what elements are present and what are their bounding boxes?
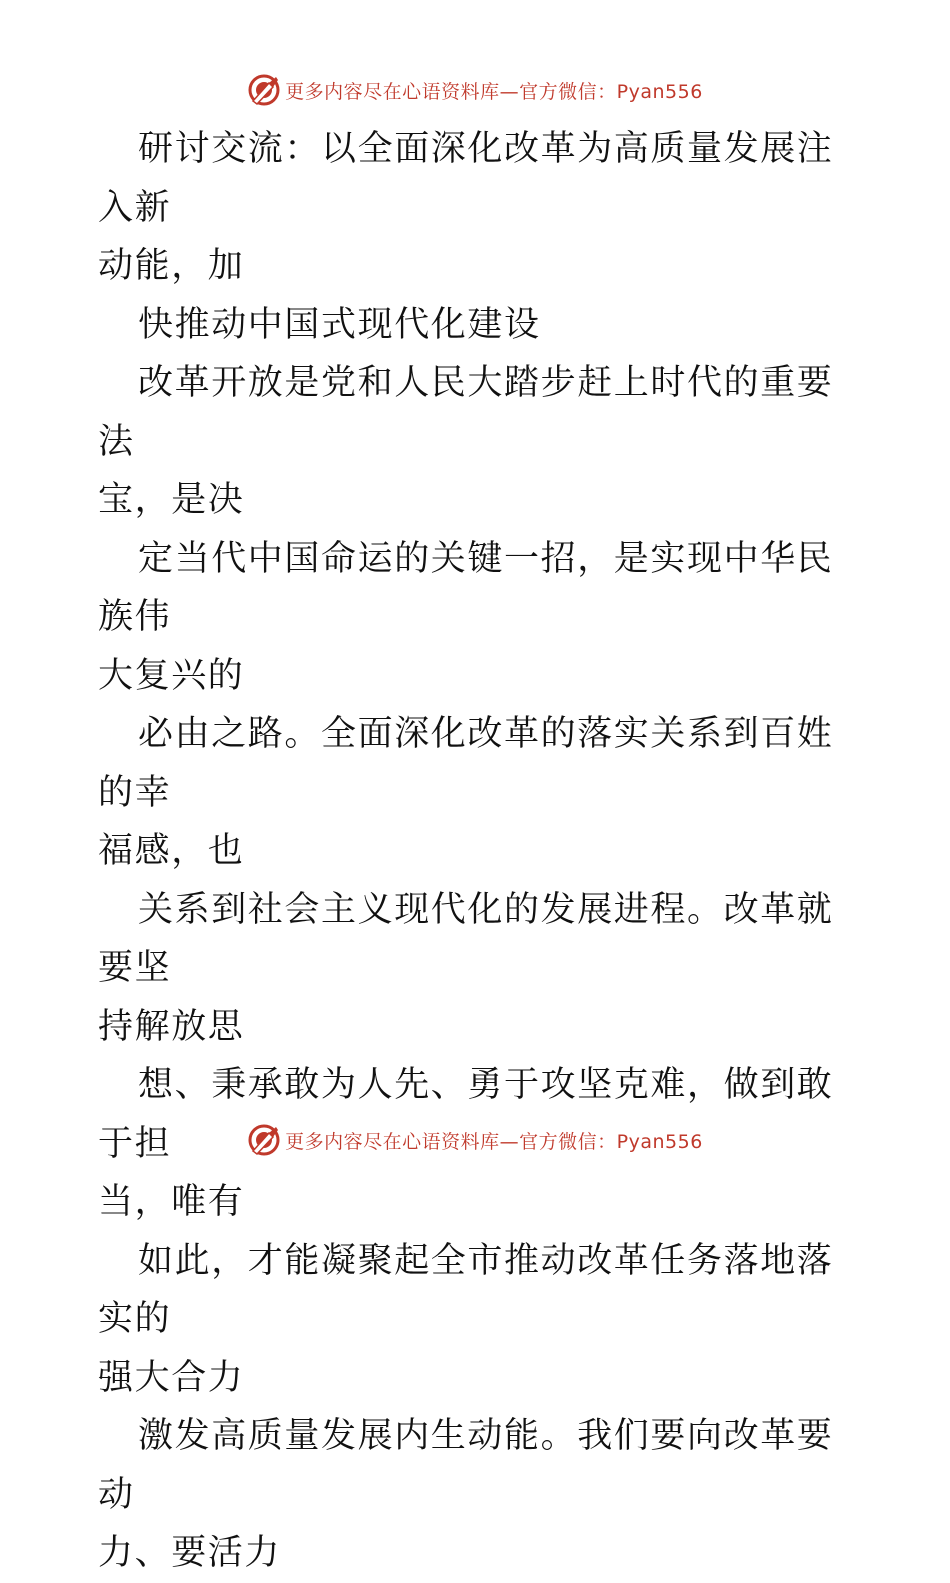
body-line-text: 快推动中国式现代化建设: [138, 304, 541, 345]
body-line: [98, 881, 858, 998]
body-line-text: 如此，才能凝聚起全市推动改革任务落地落实的: [98, 1240, 834, 1339]
pen-logo-icon: [247, 73, 281, 107]
body-line-text: 福感，也: [98, 831, 245, 871]
document-body: [98, 120, 858, 1583]
body-line: [98, 237, 858, 296]
body-line: [98, 471, 858, 530]
body-line: [98, 1407, 858, 1524]
header-banner: [0, 70, 950, 110]
body-line-text: 大复兴的: [98, 655, 245, 696]
body-line-text: 必由之路。全面深化改革的落实关系到百姓的幸: [98, 714, 834, 813]
body-line: [98, 705, 858, 822]
footer-banner: [0, 1120, 950, 1160]
body-line: [98, 998, 858, 1057]
body-line-text: 动能，加: [98, 246, 245, 286]
body-line-text: 激发高质量发展内生动能。我们要向改革要动: [98, 1416, 834, 1515]
body-line-text: 定当代中国命运的关键一招，是实现中华民族伟: [98, 538, 834, 637]
body-line: [98, 1349, 858, 1408]
body-line-text: 宝，是决: [98, 480, 245, 520]
header-banner-text: 更多内容尽在心语资料库—官方微信：Pyan556: [285, 80, 703, 103]
body-line: [98, 530, 858, 647]
body-line-text: 改革开放是党和人民大踏步赶上时代的重要法: [98, 363, 834, 462]
body-line: [98, 1173, 858, 1232]
body-line: [98, 822, 858, 881]
footer-banner-text: 更多内容尽在心语资料库—官方微信：Pyan556: [285, 1130, 703, 1153]
body-line-text: 关系到社会主义现代化的发展进程。改革就要坚: [98, 889, 834, 988]
body-line-text: 强大合力: [98, 1357, 245, 1398]
body-line: [98, 354, 858, 471]
body-line-text: 想、秉承敢为人先、勇于攻坚克难，做到敢于担: [98, 1065, 834, 1164]
pen-logo-icon: [247, 1123, 281, 1157]
body-line: [98, 647, 858, 706]
body-line: [98, 1232, 858, 1349]
body-line: [98, 296, 858, 355]
body-line: [98, 1524, 858, 1583]
body-line-text: 持解放思: [98, 1006, 245, 1047]
body-line-text: 力、要活力: [98, 1533, 282, 1573]
body-line: [98, 120, 858, 237]
body-line-text: 研讨交流：以全面深化改革为高质量发展注入新: [98, 129, 834, 228]
body-line-text: 当，唯有: [98, 1182, 245, 1222]
